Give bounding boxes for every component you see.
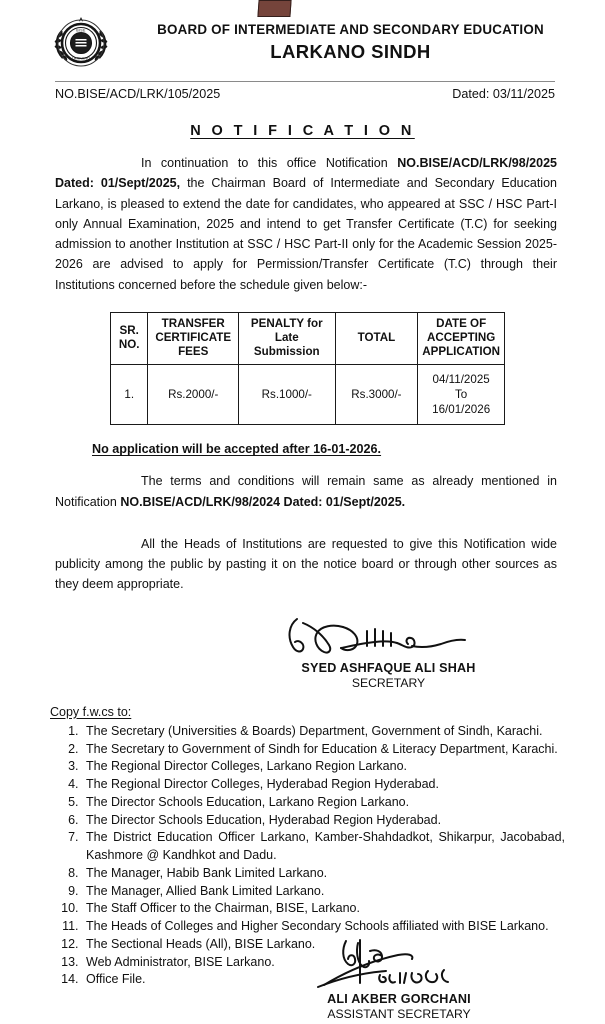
signature-scribble-assistant-secretary bbox=[215, 939, 583, 989]
list-item: 1. The Secretary (Universities & Boards) Department, Government of Sindh, Karachi. bbox=[82, 723, 565, 741]
para1-lead: In continuation to this office Notification bbox=[141, 156, 398, 170]
para1-dated: Dated: 01/Sept/2025, bbox=[55, 176, 181, 191]
th-penalty-late-submission: PENALTY for Late Submission bbox=[239, 312, 336, 364]
fee-schedule-table bbox=[110, 312, 505, 426]
secretary-name: SYED ASHFAQUE ALI SHAH bbox=[301, 660, 476, 675]
svg-text:LARKANO: LARKANO bbox=[71, 56, 91, 61]
paragraph-publicity-wrap bbox=[55, 534, 557, 595]
cell-penalty-late-submission: Rs.1000/- bbox=[239, 365, 336, 425]
cell-total: Rs.3000/- bbox=[335, 365, 418, 425]
secretary-role: SECRETARY bbox=[351, 675, 426, 690]
list-item: 3. The Regional Director Colleges, Larkano Region Larkano. bbox=[82, 758, 565, 776]
date-to: 16/01/2026 bbox=[432, 403, 491, 417]
th-date-accepting-application: DATE OF ACCEPTING APPLICATION bbox=[418, 312, 505, 364]
assistant-secretary-role: ASSISTANT SECRETARY bbox=[327, 1007, 471, 1022]
signature-block-secretary bbox=[0, 613, 605, 692]
assistant-secretary-name: ALI AKBER GORCHANI bbox=[327, 992, 471, 1007]
board-city-line: LARKANO SINDH bbox=[270, 40, 431, 62]
list-item: 2. The Secretary to Government of Sindh for Education & Literacy Department, Karachi. bbox=[82, 741, 565, 759]
para2-reference: NO.BISE/ACD/LRK/98/2024 Dated: 01/Sept/2025. bbox=[120, 494, 406, 509]
date-joiner: To bbox=[455, 388, 468, 402]
deadline-notice: No application will be accepted after 16-01-2026. bbox=[92, 442, 382, 457]
page-title: N O T I F I C A T I O N bbox=[190, 123, 415, 139]
list-item: 12. The Sectional Heads (All), BISE Larkano. bbox=[82, 936, 565, 954]
signature-block-assistant-secretary bbox=[0, 939, 605, 1023]
signature-scribble-secretary bbox=[190, 613, 587, 659]
para2-lead: The terms and conditions will remain same as already mentioned in Notification bbox=[55, 474, 557, 509]
list-item: 9. The Manager, Allied Bank Limited Larkano. bbox=[82, 883, 565, 901]
header-titles bbox=[118, 22, 583, 64]
para1-rest: the Chairman Board of Intermediate and Secondary Education Larkano, is pleased to extend the date for candidates, who appeared at SSC / HSC Part-I only Annual Examination, 2025 and intend to get Transfer Certificate (T.C) for seeking admission to another Institution at SSC / HSC Part-II only for the Academic Session 2025-2026 are advised to apply for Permission/Transfer Certificate (T.C) through their Institutions concerned before the schedule given below:- bbox=[55, 176, 557, 292]
copy-section-heading: Copy f.w.cs to: bbox=[50, 704, 132, 719]
th-total: TOTAL bbox=[335, 312, 418, 364]
list-item: 4. The Regional Director Colleges, Hyderabad Region Hyderabad. bbox=[82, 776, 565, 794]
list-item: 11. The Heads of Colleges and Higher Secondary Schools affiliated with BISE Larkano. bbox=[82, 918, 565, 936]
list-item: 5. The Director Schools Education, Larkano Region Larkano. bbox=[82, 794, 565, 812]
para1-reference: NO.BISE/ACD/LRK/98/2025 bbox=[397, 156, 557, 170]
document-header bbox=[0, 0, 605, 72]
document-body bbox=[55, 153, 557, 425]
th-transfer-certificate-fees: TRANSFER CERTIFICATE FEES bbox=[148, 312, 239, 364]
fee-schedule-table-wrap bbox=[110, 312, 505, 426]
date-from: 04/11/2025 bbox=[432, 373, 490, 387]
cell-date-range bbox=[418, 365, 505, 425]
cell-transfer-certificate-fees: Rs.2000/- bbox=[148, 365, 239, 425]
board-name-line: BOARD OF INTERMEDIATE AND SECONDARY EDUCATION bbox=[157, 22, 544, 38]
list-item: 13. Web Administrator, BISE Larkano. bbox=[82, 954, 565, 972]
paragraph-publicity: All the Heads of Institutions are requested to give this Notification wide publicity among the public by pasting it on the notice board or through other sources as they deem appropriate. bbox=[55, 536, 557, 592]
table-row bbox=[111, 365, 505, 425]
svg-text:BISE: BISE bbox=[76, 28, 86, 33]
assistant-secretary-names bbox=[215, 991, 583, 1023]
list-item: 6. The Director Schools Education, Hyderabad Region Hyderabad. bbox=[82, 812, 565, 830]
list-item: 14. Office File. bbox=[82, 971, 565, 989]
list-item: 8. The Manager, Habib Bank Limited Larkano. bbox=[82, 865, 565, 883]
document-date: Dated: 03/11/2025 bbox=[452, 87, 555, 101]
board-seal-icon bbox=[52, 14, 110, 72]
header-divider bbox=[55, 81, 555, 82]
paragraph-terms bbox=[55, 471, 557, 512]
reference-number: NO.BISE/ACD/LRK/105/2025 bbox=[55, 87, 221, 101]
th-sr-no: SR. NO. bbox=[111, 312, 148, 364]
table-header-row bbox=[111, 312, 505, 364]
list-item: 7. The District Education Officer Larkano, Kamber-Shahdadkot, Shikarpur, Jacobabad, Kashmore @ Kandhkot and Dadu. bbox=[82, 829, 565, 865]
reference-row bbox=[55, 87, 555, 101]
list-item: 10. The Staff Officer to the Chairman, BISE, Larkano. bbox=[82, 900, 565, 918]
paragraph-continuation bbox=[55, 153, 557, 295]
paragraph-terms-wrap bbox=[55, 471, 557, 512]
cell-sr-no: 1. bbox=[111, 365, 148, 425]
